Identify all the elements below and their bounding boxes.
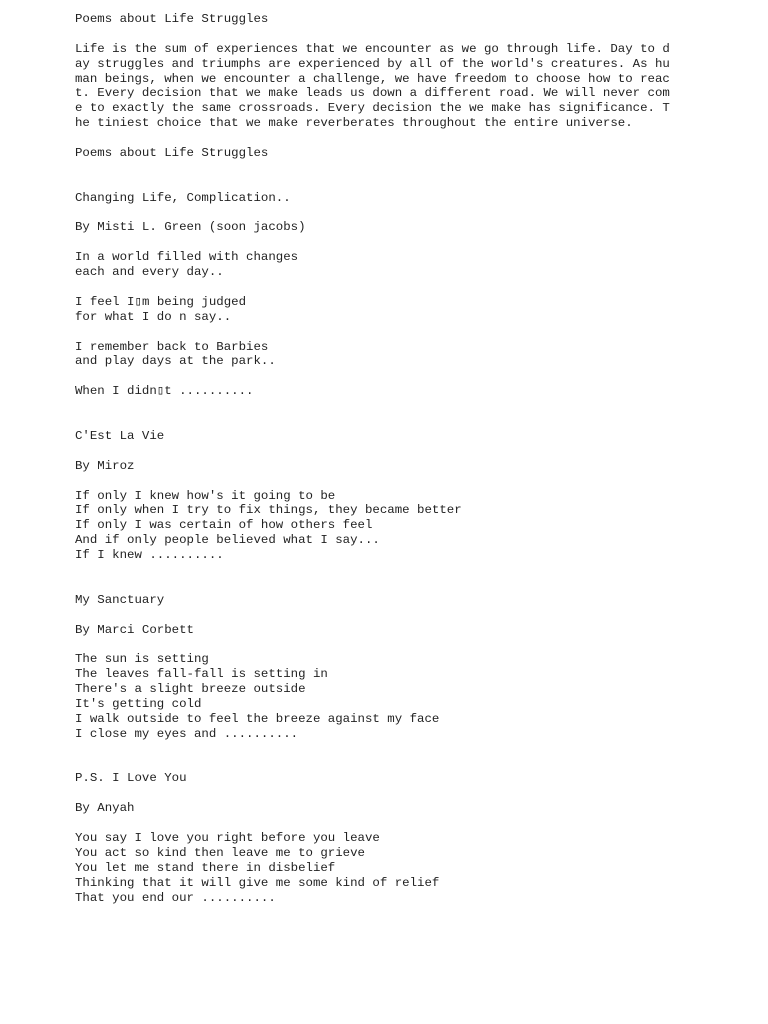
text-line: The leaves fall-fall is setting in <box>75 667 328 682</box>
text-line: P.S. I Love You <box>75 771 187 786</box>
text-line <box>75 608 675 623</box>
text-line: each and every day.. <box>75 265 224 280</box>
text-line: By Miroz <box>75 458 135 473</box>
text-line <box>75 161 675 176</box>
text-line: I walk outside to feel the breeze against my face <box>75 711 440 726</box>
text-line <box>75 637 675 652</box>
text-line <box>75 235 675 250</box>
text-line <box>75 131 675 146</box>
text-line: and play days at the park.. <box>75 354 276 369</box>
text-line: Poems about Life Struggles <box>75 12 269 26</box>
text-line <box>75 325 675 340</box>
text-line <box>75 280 675 295</box>
text-line: In a world filled with changes <box>75 250 299 265</box>
text-line: By Marci Corbett <box>75 622 194 637</box>
text-line: By Anyah <box>75 801 135 816</box>
document-body <box>75 12 675 905</box>
text-line <box>75 414 675 429</box>
text-line <box>75 578 675 593</box>
text-line: for what I do n say.. <box>75 309 232 324</box>
text-line <box>75 27 675 42</box>
text-line: My Sanctuary <box>75 592 165 607</box>
text-line: Changing Life, Complication.. <box>75 190 291 205</box>
text-line: When I didn▯t .......... <box>75 384 254 399</box>
text-line: It's getting cold <box>75 696 202 711</box>
text-line: C'Est La Vie <box>75 428 165 443</box>
text-line: I close my eyes and .......... <box>75 726 299 741</box>
text-line: If only I was certain of how others feel <box>75 518 373 533</box>
text-line <box>75 757 675 772</box>
text-line <box>75 786 675 801</box>
text-line: I feel I▯m being judged <box>75 294 247 309</box>
text-line <box>75 474 675 489</box>
text-line: And if only people believed what I say... <box>75 533 380 548</box>
text-line <box>75 816 675 831</box>
text-line: Thinking that it will give me some kind of relief <box>75 875 440 890</box>
text-line: If only when I try to fix things, they became better <box>75 503 462 518</box>
text-line: I remember back to Barbies <box>75 339 269 354</box>
text-line: ay struggles and triumphs are experienced by all of the world's creatures. As hu <box>75 56 670 71</box>
text-line: Poems about Life Struggles <box>75 146 269 161</box>
text-line: he tiniest choice that we make reverberates throughout the entire universe. <box>75 116 633 131</box>
text-line <box>75 399 675 414</box>
text-line: The sun is setting <box>75 652 209 667</box>
text-line: Life is the sum of experiences that we encounter as we go through life. Day to d <box>75 41 670 56</box>
text-line <box>75 742 675 757</box>
text-line: If only I knew how's it going to be <box>75 488 336 503</box>
text-line: That you end our .......... <box>75 890 276 905</box>
text-line <box>75 369 675 384</box>
text-line: By Misti L. Green (soon jacobs) <box>75 220 306 235</box>
text-line: e to exactly the same crossroads. Every decision the we make has significance. T <box>75 101 670 116</box>
text-line: You act so kind then leave me to grieve <box>75 845 365 860</box>
text-line: You let me stand there in disbelief <box>75 860 336 875</box>
text-line <box>75 176 675 191</box>
text-line: There's a slight breeze outside <box>75 682 306 697</box>
text-line: man beings, when we encounter a challenge, we have freedom to choose how to reac <box>75 71 670 86</box>
text-line <box>75 563 675 578</box>
text-line <box>75 444 675 459</box>
text-line: If I knew .......... <box>75 548 224 563</box>
text-line: t. Every decision that we make leads us down a different road. We will never com <box>75 86 670 101</box>
text-line: You say I love you right before you leave <box>75 830 380 845</box>
text-line <box>75 206 675 221</box>
